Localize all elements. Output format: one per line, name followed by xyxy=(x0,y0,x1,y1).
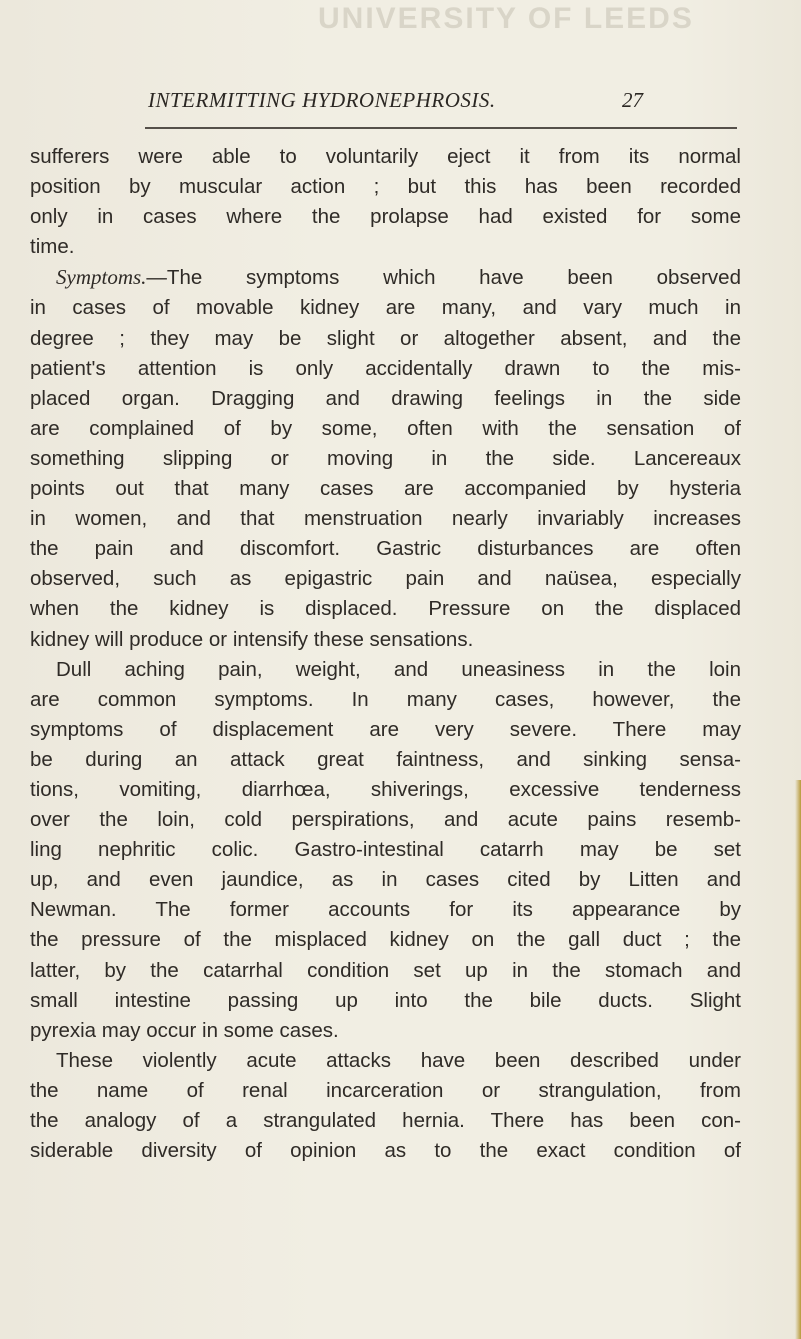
text-line: in cases of movable kidney are many, and vary much in xyxy=(30,296,741,320)
text-line: siderable diversity of opinion as to the exact condition of xyxy=(30,1139,741,1163)
paragraph xyxy=(30,655,741,1046)
text-line xyxy=(30,262,741,293)
text-line: These violently acute attacks have been described under xyxy=(56,1048,741,1072)
text-line: Dull aching pain, weight, and uneasiness in the loin xyxy=(56,657,741,681)
text-line: the name of renal incarceration or strangulation, from xyxy=(30,1078,741,1102)
text-line: be during an attack great faintness, and sinking sensa- xyxy=(30,747,741,771)
text-line: only in cases where the prolapse had existed for some xyxy=(30,205,741,229)
text-line: tions, vomiting, diarrhœa, shiverings, excessive tenderness xyxy=(30,777,741,801)
running-head: INTERMITTING HYDRONEPHROSIS. xyxy=(148,88,496,112)
text-line: something slipping or moving in the side. Lancereaux xyxy=(30,446,741,470)
text-line: observed, such as epigastric pain and naüsea, especially xyxy=(30,567,741,591)
text-line: pyrexia may occur in some cases. xyxy=(30,1018,339,1042)
text-line: small intestine passing up into the bile ducts. Slight xyxy=(30,988,741,1012)
section-heading: Symptoms. xyxy=(56,265,147,290)
text-line: kidney will produce or intensify these sensations. xyxy=(30,627,474,651)
text-line: patient's attention is only accidentally drawn to the mis- xyxy=(30,356,741,380)
text-run: —The symptoms which have been observed xyxy=(146,266,741,290)
text-line: latter, by the catarrhal condition set up in the stomach and xyxy=(30,958,741,982)
paragraph-symptoms xyxy=(30,262,741,654)
text-line: ling nephritic colic. Gastro-intestinal catarrh may be set xyxy=(30,838,741,862)
text-line: symptoms of displacement are very severe. There may xyxy=(30,717,741,741)
text-line: position by muscular action ; but this has been recorded xyxy=(30,175,741,199)
text-line: the analogy of a strangulated hernia. There has been con- xyxy=(30,1109,741,1132)
text-line: time. xyxy=(30,235,75,259)
text-line: Newman. The former accounts for its appearance by xyxy=(30,898,741,922)
paragraph xyxy=(30,142,741,262)
text-line: are complained of by some, often with the sensation of xyxy=(30,416,741,440)
text-line: placed organ. Dragging and drawing feelings in the side xyxy=(30,386,741,410)
text-line: sufferers were able to voluntarily eject it from its normal xyxy=(30,145,741,168)
text-line: over the loin, cold perspirations, and acute pains resemb- xyxy=(30,808,741,832)
text-line: the pain and discomfort. Gastric disturbances are often xyxy=(30,537,741,561)
library-watermark: UNIVERSITY OF LEEDS xyxy=(318,2,694,35)
paragraph xyxy=(30,1046,741,1166)
text-line: the pressure of the misplaced kidney on the gall duct ; the xyxy=(30,928,741,952)
text-line: in women, and that menstruation nearly invariably increases xyxy=(30,507,741,531)
text-line: are common symptoms. In many cases, however, the xyxy=(30,687,741,711)
page-edge xyxy=(795,780,801,1339)
text-line: degree ; they may be slight or altogether absent, and the xyxy=(30,326,741,350)
text-line: up, and even jaundice, as in cases cited by Litten and xyxy=(30,868,741,892)
text-line: points out that many cases are accompanied by hysteria xyxy=(30,477,741,501)
body-text xyxy=(30,142,741,1166)
header-rule xyxy=(145,127,737,129)
page-number: 27 xyxy=(622,88,643,112)
text-line: when the kidney is displaced. Pressure on the displaced xyxy=(30,597,741,621)
